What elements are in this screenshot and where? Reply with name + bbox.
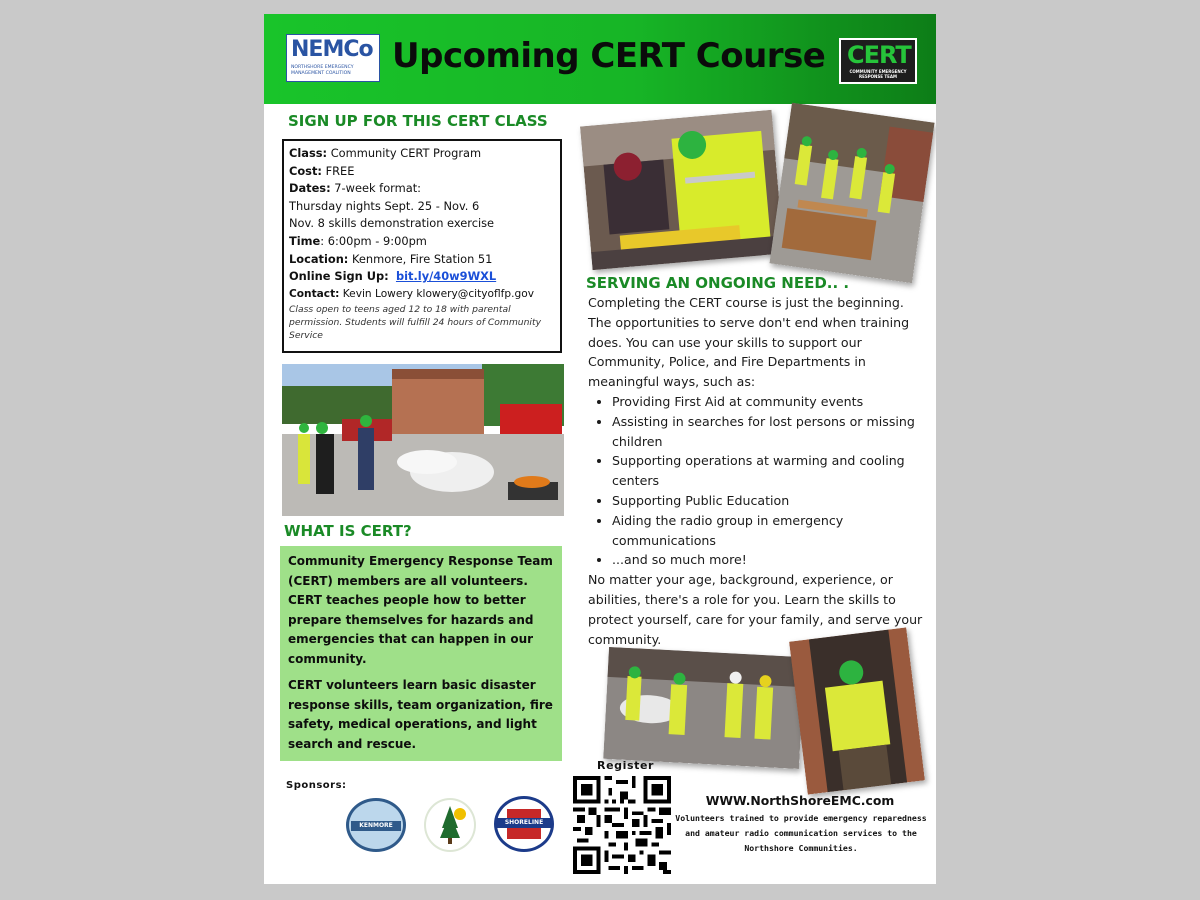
what-is-cert-box — [280, 546, 562, 761]
dates-line-2: Thursday nights Sept. 25 - Nov. 6 — [289, 198, 480, 213]
list-item: • ...and so much more! — [612, 550, 928, 570]
kenmore-logo-text: KENMORE — [351, 821, 401, 831]
cert-responder-photo — [789, 627, 925, 794]
serving-list — [588, 392, 928, 570]
cert-logo-subtext: COMMUNITY EMERGENCY RESPONSE TEAM — [849, 69, 907, 79]
sponsors-label: Sponsors: — [286, 780, 347, 791]
cost-line: Cost: FREE — [289, 163, 355, 178]
register-label: Register — [597, 759, 655, 772]
contact-line: Contact: Kevin Lowery klowery@cityoflfp.gov — [289, 287, 534, 300]
dates-line-3: Nov. 8 skills demonstration exercise — [289, 216, 495, 231]
website-link[interactable]: WWW.NorthShoreEMC.com — [705, 793, 895, 808]
time-line: Time: 6:00pm - 9:00pm — [289, 233, 427, 248]
what-is-cert-para-2: CERT volunteers learn basic disaster response skills, team organization, fire safety, medical operations, and light search and rescue. — [288, 678, 553, 751]
cert-logo-text: CERT — [847, 41, 911, 69]
search-rescue-photo — [769, 103, 934, 283]
training-exercise-photo — [603, 647, 805, 769]
lake-forest-park-logo — [424, 798, 476, 852]
register-qr-code[interactable] — [573, 776, 671, 874]
cert-logo — [839, 38, 917, 84]
signup-link[interactable]: bit.ly/40w9WXL — [395, 269, 497, 284]
serving-intro: Completing the CERT course is just the beginning. The opportunities to serve don't end when training does. You can use your skills to support our Community, Police, and Fire Departments in meaningful ways, such as: — [588, 295, 910, 390]
fire-extinguisher-photo — [282, 364, 564, 516]
teen-note: Class open to teens aged 12 to 18 with parental permission. Students will fulfill 24 hours of Community Service — [289, 304, 542, 342]
shoreline-fire-logo — [494, 796, 554, 852]
serving-outro: No matter your age, background, experience, or abilities, there's a role for you. Learn the skills to protect yourself, care for your family, and serve your community. — [588, 572, 923, 647]
shoreline-logo-text: SHORELINE — [497, 818, 551, 828]
serving-text — [588, 293, 928, 649]
what-is-cert-heading: WHAT IS CERT? — [284, 522, 412, 540]
list-item: • Assisting in searches for lost persons or missing children — [612, 412, 928, 452]
page-title: Upcoming CERT Course — [392, 36, 826, 76]
flyer-page — [264, 14, 936, 884]
location-line: Location: Kenmore, Fire Station 51 — [289, 251, 493, 266]
serving-heading: SERVING AN ONGOING NEED.. . — [586, 274, 850, 292]
nemc-logo — [286, 34, 380, 82]
class-line: Class: Community CERT Program — [289, 146, 482, 160]
what-is-cert-para-1: Community Emergency Response Team (CERT) members are all volunteers. CERT teaches people how to better prepare themselves for hazards and emergencies that can happen in our community. — [288, 554, 553, 666]
header-banner — [264, 14, 936, 104]
list-item: • Aiding the radio group in emergency communications — [612, 511, 928, 551]
dates-line: Dates: 7-week format: — [289, 181, 422, 196]
online-signup-line: Online Sign Up: bit.ly/40w9WXL — [289, 269, 497, 284]
nemc-logo-text: NEMCo — [291, 37, 373, 62]
list-item: • Providing First Aid at community events — [612, 392, 928, 412]
list-item: • Supporting Public Education — [612, 491, 928, 511]
signup-heading: SIGN UP FOR THIS CERT CLASS — [288, 112, 548, 130]
first-aid-training-photo — [580, 110, 784, 270]
kenmore-logo — [346, 798, 406, 852]
nemc-logo-subtext: NORTHSHORE EMERGENCY MANAGEMENT COALITION — [291, 65, 354, 76]
tagline: Volunteers trained to provide emergency reparedness and amateur radio communication services to the Northshore Communities. — [675, 813, 927, 853]
list-item: • Supporting operations at warming and cooling centers — [612, 451, 928, 491]
class-info-box — [282, 139, 562, 353]
